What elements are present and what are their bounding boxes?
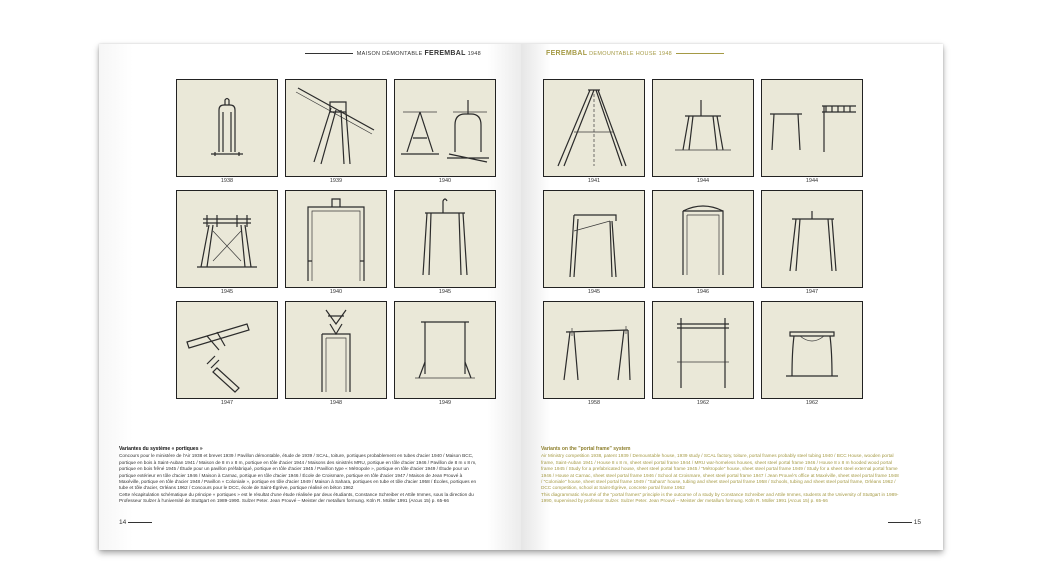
caption-text: Air Ministry competition 1938, patent 1939 / Demountable house, 1939 study / SCAL factory, toiture, portal frames probably steel tubing 1940 / BCC House, wooden portal frame, Saint-Auban 1941 / House 8 x 8 m, sheet steel portal frame 1944 / MRU war-homeless houses, sheet steel portal frame 1946 / House 8 x 8 m hooded wood portal frame 1945 / Study for a prefabricated house, sheet steel portal frame 1945 / "Métropole" house, sheet steel portal frame 1949 / Study for a sheet steel external portal frame 1946 / House at Carnac, sheet steel portal frame 1946 / School at Croismare, sheet steel portal frame 1947 / Jean Prouvé's office at Maxéville, sheet steel portal frame 1948 / "Coloniale" house, sheet steel portal frame 1949 / "Sahara" house, tubing and sheet steel portal frame 1958 / Schools, tubing and sheet steel portal frame, Orléans 1962 / DCC competition, school at Saint-Égrève, concrete portal frame 1962 <box>541 453 899 491</box>
portal-drawing-1945-icon <box>176 190 278 288</box>
tile-year: 1948 <box>329 400 343 406</box>
portal-drawing-1940-icon <box>394 79 496 177</box>
tile-cell <box>285 301 387 406</box>
tile-cell <box>176 301 278 406</box>
tile-year: 1945 <box>438 289 452 295</box>
book-spread <box>99 44 943 550</box>
page-number-left <box>119 519 152 526</box>
left-page <box>99 44 521 550</box>
caption-text: Concours pour le ministère de l'Air 1938 et brevet 1939 / Pavillon démontable, étude de 1939 / SCAL, toiture, portiques probablement en tubes d'acier 1940 / Maison BCC, portique en bois à Saint-Auban 1941 / Maison de 8 m x 8 m, portique en tôle d'acier 1944 / Maisons des sinistrés MRU, portique en tôle d'acier 1946 / Pavillon de 8 m x 8 m, portique en bois frêné 1945 / Étude pour un pavillon préfabriqué, portique en tôle d'acier 1945 / Pavillon type « Métropole », portique en tôle d'acier 1949 / Étude pour un portique extérieur en tôle d'acier 1946 / Maison à Carnac, portique en tôle d'acier 1946 / École de Croismare, portique en tôle d'acier 1947 / Maison de Jean Prouvé à Maxéville, portique en tôle d'acier 1948 / Pavillon « Coloniale », portique en tôle d'acier 1949 / Maison à Sahara, portiques en tube et tôle d'acier 1958 / Écoles, portiques en tube et tôle d'acier, Orléans 1962 / Concours pour le DCC, école de Saint-Égrève, portique réalisé en béton 1962 <box>119 453 477 491</box>
left-caption <box>119 446 479 505</box>
portal-drawing-1948-icon <box>285 301 387 399</box>
right-running-head <box>546 50 724 57</box>
tile-year: 1947 <box>220 400 234 406</box>
tile-cell <box>761 190 863 295</box>
folio-number: 14 <box>119 519 127 526</box>
tile-cell <box>543 190 645 295</box>
right-page <box>521 44 943 550</box>
tile-year: 1958 <box>587 400 601 406</box>
tile-year: 1944 <box>805 178 819 184</box>
tile-year: 1962 <box>805 400 819 406</box>
tile-year: 1940 <box>438 178 452 184</box>
running-head-prefix: MAISON DÉMONTABLE <box>356 51 423 57</box>
tile-cell <box>652 190 754 295</box>
tile-cell <box>761 79 863 184</box>
portal-drawing-1944b-icon <box>761 79 863 177</box>
portal-drawing-1945c-icon <box>543 190 645 288</box>
tile-year: 1946 <box>696 289 710 295</box>
running-head-title: FEREMBAL <box>546 50 588 57</box>
running-head-rule <box>305 53 353 54</box>
tile-year: 1949 <box>438 400 452 406</box>
tile-year: 1938 <box>220 178 234 184</box>
portal-drawing-1949-icon <box>394 301 496 399</box>
portal-drawing-1944-icon <box>652 79 754 177</box>
running-head-suffix: DEMOUNTABLE HOUSE <box>589 51 657 57</box>
tile-cell <box>394 190 496 295</box>
portal-drawing-1962b-icon <box>761 301 863 399</box>
running-head-year: 1948 <box>658 51 673 57</box>
running-head-rule <box>676 53 724 54</box>
tile-year: 1962 <box>696 400 710 406</box>
tile-cell <box>394 79 496 184</box>
tile-year: 1945 <box>587 289 601 295</box>
portal-drawing-1962-icon <box>652 301 754 399</box>
tile-cell <box>761 301 863 406</box>
portal-drawing-1940b-icon <box>285 190 387 288</box>
portal-drawing-1938-icon <box>176 79 278 177</box>
tile-cell <box>652 301 754 406</box>
tile-cell <box>543 79 645 184</box>
tile-cell <box>176 79 278 184</box>
portal-drawing-1947-icon <box>176 301 278 399</box>
tile-cell <box>394 301 496 406</box>
folio-number: 15 <box>913 519 921 526</box>
caption-note: This diagrammatic résumé of the "portal frames" principle is the outcome of a study by Constance Schreiber and Attile Immes, students at the University of Stuttgart in 1989-1990, supervised by professor Sulzer. Sulzer Peter. Jean Prouvé – Meister der metallum formung. Köln R. Müller 1991 (Arcus 15) p. 65-66 <box>541 491 899 504</box>
tile-year: 1939 <box>329 178 343 184</box>
running-head-title: FEREMBAL <box>424 50 466 57</box>
tile-cell <box>652 79 754 184</box>
tile-year: 1944 <box>696 178 710 184</box>
folio-rule <box>888 522 912 523</box>
portal-drawing-1945b-icon <box>394 190 496 288</box>
portal-drawing-1947b-icon <box>761 190 863 288</box>
portal-drawing-1939-icon <box>285 79 387 177</box>
left-running-head <box>305 50 481 57</box>
folio-rule <box>128 522 152 523</box>
caption-title: Variants on the "portal frame" system <box>541 446 631 452</box>
portal-drawing-1958-icon <box>543 301 645 399</box>
portal-drawing-1941-icon <box>543 79 645 177</box>
caption-title: Variantes du système « portiques » <box>119 446 203 452</box>
tile-year: 1945 <box>220 289 234 295</box>
tile-cell <box>543 301 645 406</box>
page-number-right <box>888 519 921 526</box>
tile-year: 1947 <box>805 289 819 295</box>
portal-drawing-1946-icon <box>652 190 754 288</box>
right-caption <box>541 446 901 505</box>
tile-cell <box>176 190 278 295</box>
tile-cell <box>285 79 387 184</box>
tile-cell <box>285 190 387 295</box>
caption-note: Cette récapitulation schématique du principe « portiques » est le résultat d'une étude réalisée par deux étudiants, Constance Schreiber et Attile Immes, sous la direction du Professeur Sulzer à l'université de Stuttgart en 1989-1990. Sulzer Peter. Jean Prouvé – Meister der metallum formung. Köln R. Müller 1991 (Arcus 15) p. 65-66 <box>119 491 474 504</box>
running-head-year: 1948 <box>467 51 481 57</box>
tile-year: 1940 <box>329 289 343 295</box>
tile-year: 1941 <box>587 178 601 184</box>
